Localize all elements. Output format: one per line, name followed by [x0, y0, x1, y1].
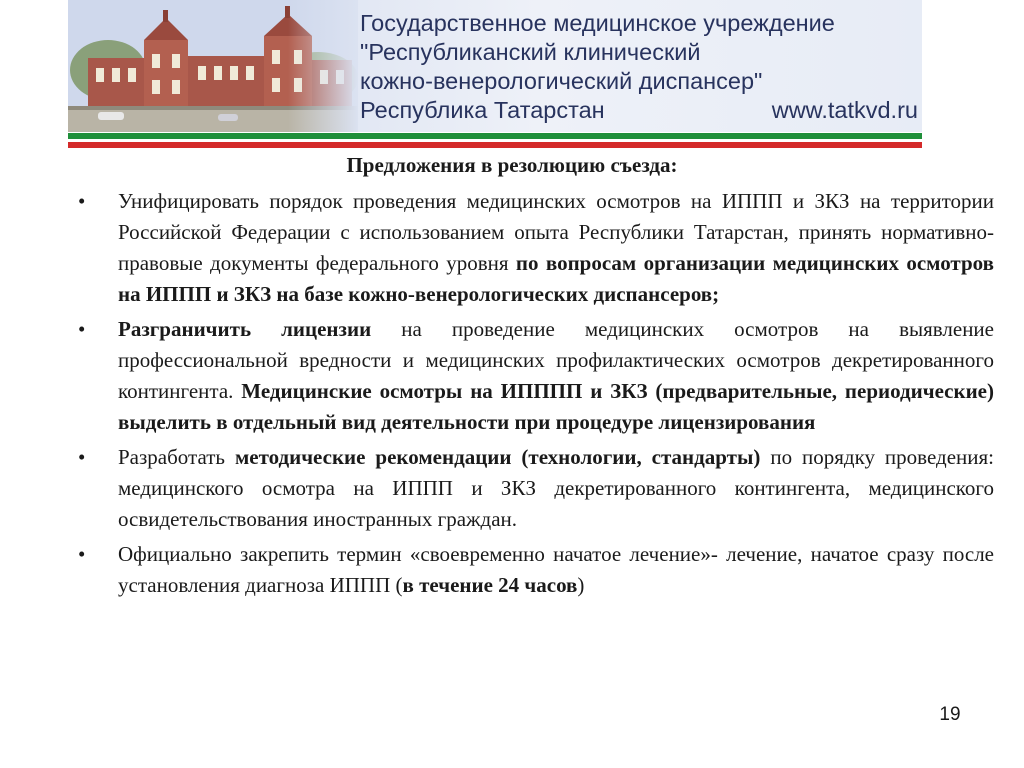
- bullet-marker: •: [78, 317, 86, 341]
- list-item: [78, 539, 994, 601]
- header-banner: [68, 0, 922, 132]
- text-run-bold: по вопросам организации медицинских осмотров на ИППП и ЗКЗ на базе кожно-венерологических диспансеров;: [118, 251, 994, 306]
- org-line-2: "Республиканский клинический: [360, 39, 701, 65]
- slide-heading: Предложения в резолюцию съезда:: [346, 153, 678, 177]
- list-item-text: [118, 539, 994, 601]
- org-line-3: кожно-венерологический диспансер": [360, 68, 763, 94]
- organization-title: [360, 9, 920, 125]
- text-run: по порядку проведения: медицинского осмотра на ИППП и ЗКЗ декретированного контингента, медицинского освидетельствования иностранных граждан.: [118, 445, 994, 531]
- building-photo: [68, 0, 358, 132]
- website-link[interactable]: www.tatkvd.ru: [771, 97, 918, 123]
- text-run: Унифицировать порядок проведения медицинских осмотров на ИППП и ЗКЗ на территории Российской Федерации с использованием опыта Республики Татарстан, принять нормативно-правовые документы федерального уровня: [118, 189, 994, 275]
- text-run: Официально закрепить термин «своевременно начатое лечение»- лечение, начатое сразу после установления диагноза ИППП (: [118, 542, 994, 597]
- bullet-marker: •: [78, 189, 86, 213]
- list-item: [78, 186, 994, 310]
- list-item: [78, 314, 994, 438]
- text-run-bold: методические рекомендации (технологии, стандарты): [234, 445, 761, 469]
- flag-stripe-green: [68, 133, 922, 139]
- text-run: ): [577, 573, 585, 597]
- text-run-bold: Разграничить лицензии: [118, 317, 372, 341]
- proposal-list: [78, 186, 994, 605]
- org-line-1: Государственное медицинское учреждение: [360, 10, 835, 36]
- org-line-4: [360, 96, 918, 125]
- text-run-bold: в течение 24 часов: [402, 573, 578, 597]
- flag-stripe-red: [68, 142, 922, 148]
- region-name: Республика Татарстан: [360, 97, 605, 123]
- text-run-bold: Медицинские осмотры на ИПППП и ЗКЗ (предварительные, периодические) выделить в отдельный вид деятельности при процедуре лицензирования: [118, 379, 994, 434]
- page-number: 19: [939, 704, 961, 725]
- bullet-marker: •: [78, 542, 86, 566]
- list-item: [78, 442, 994, 535]
- list-item-text: [118, 186, 994, 310]
- list-item-text: [118, 314, 994, 438]
- text-run: Разработать: [118, 445, 235, 469]
- dispensary-building-image: [68, 0, 358, 132]
- list-item-text: [118, 442, 994, 535]
- bullet-marker: •: [78, 445, 86, 469]
- text-run: на проведение медицинских осмотров на выявление профессиональной вредности и медицинских профилактических осмотров декретированного контингента.: [118, 317, 994, 403]
